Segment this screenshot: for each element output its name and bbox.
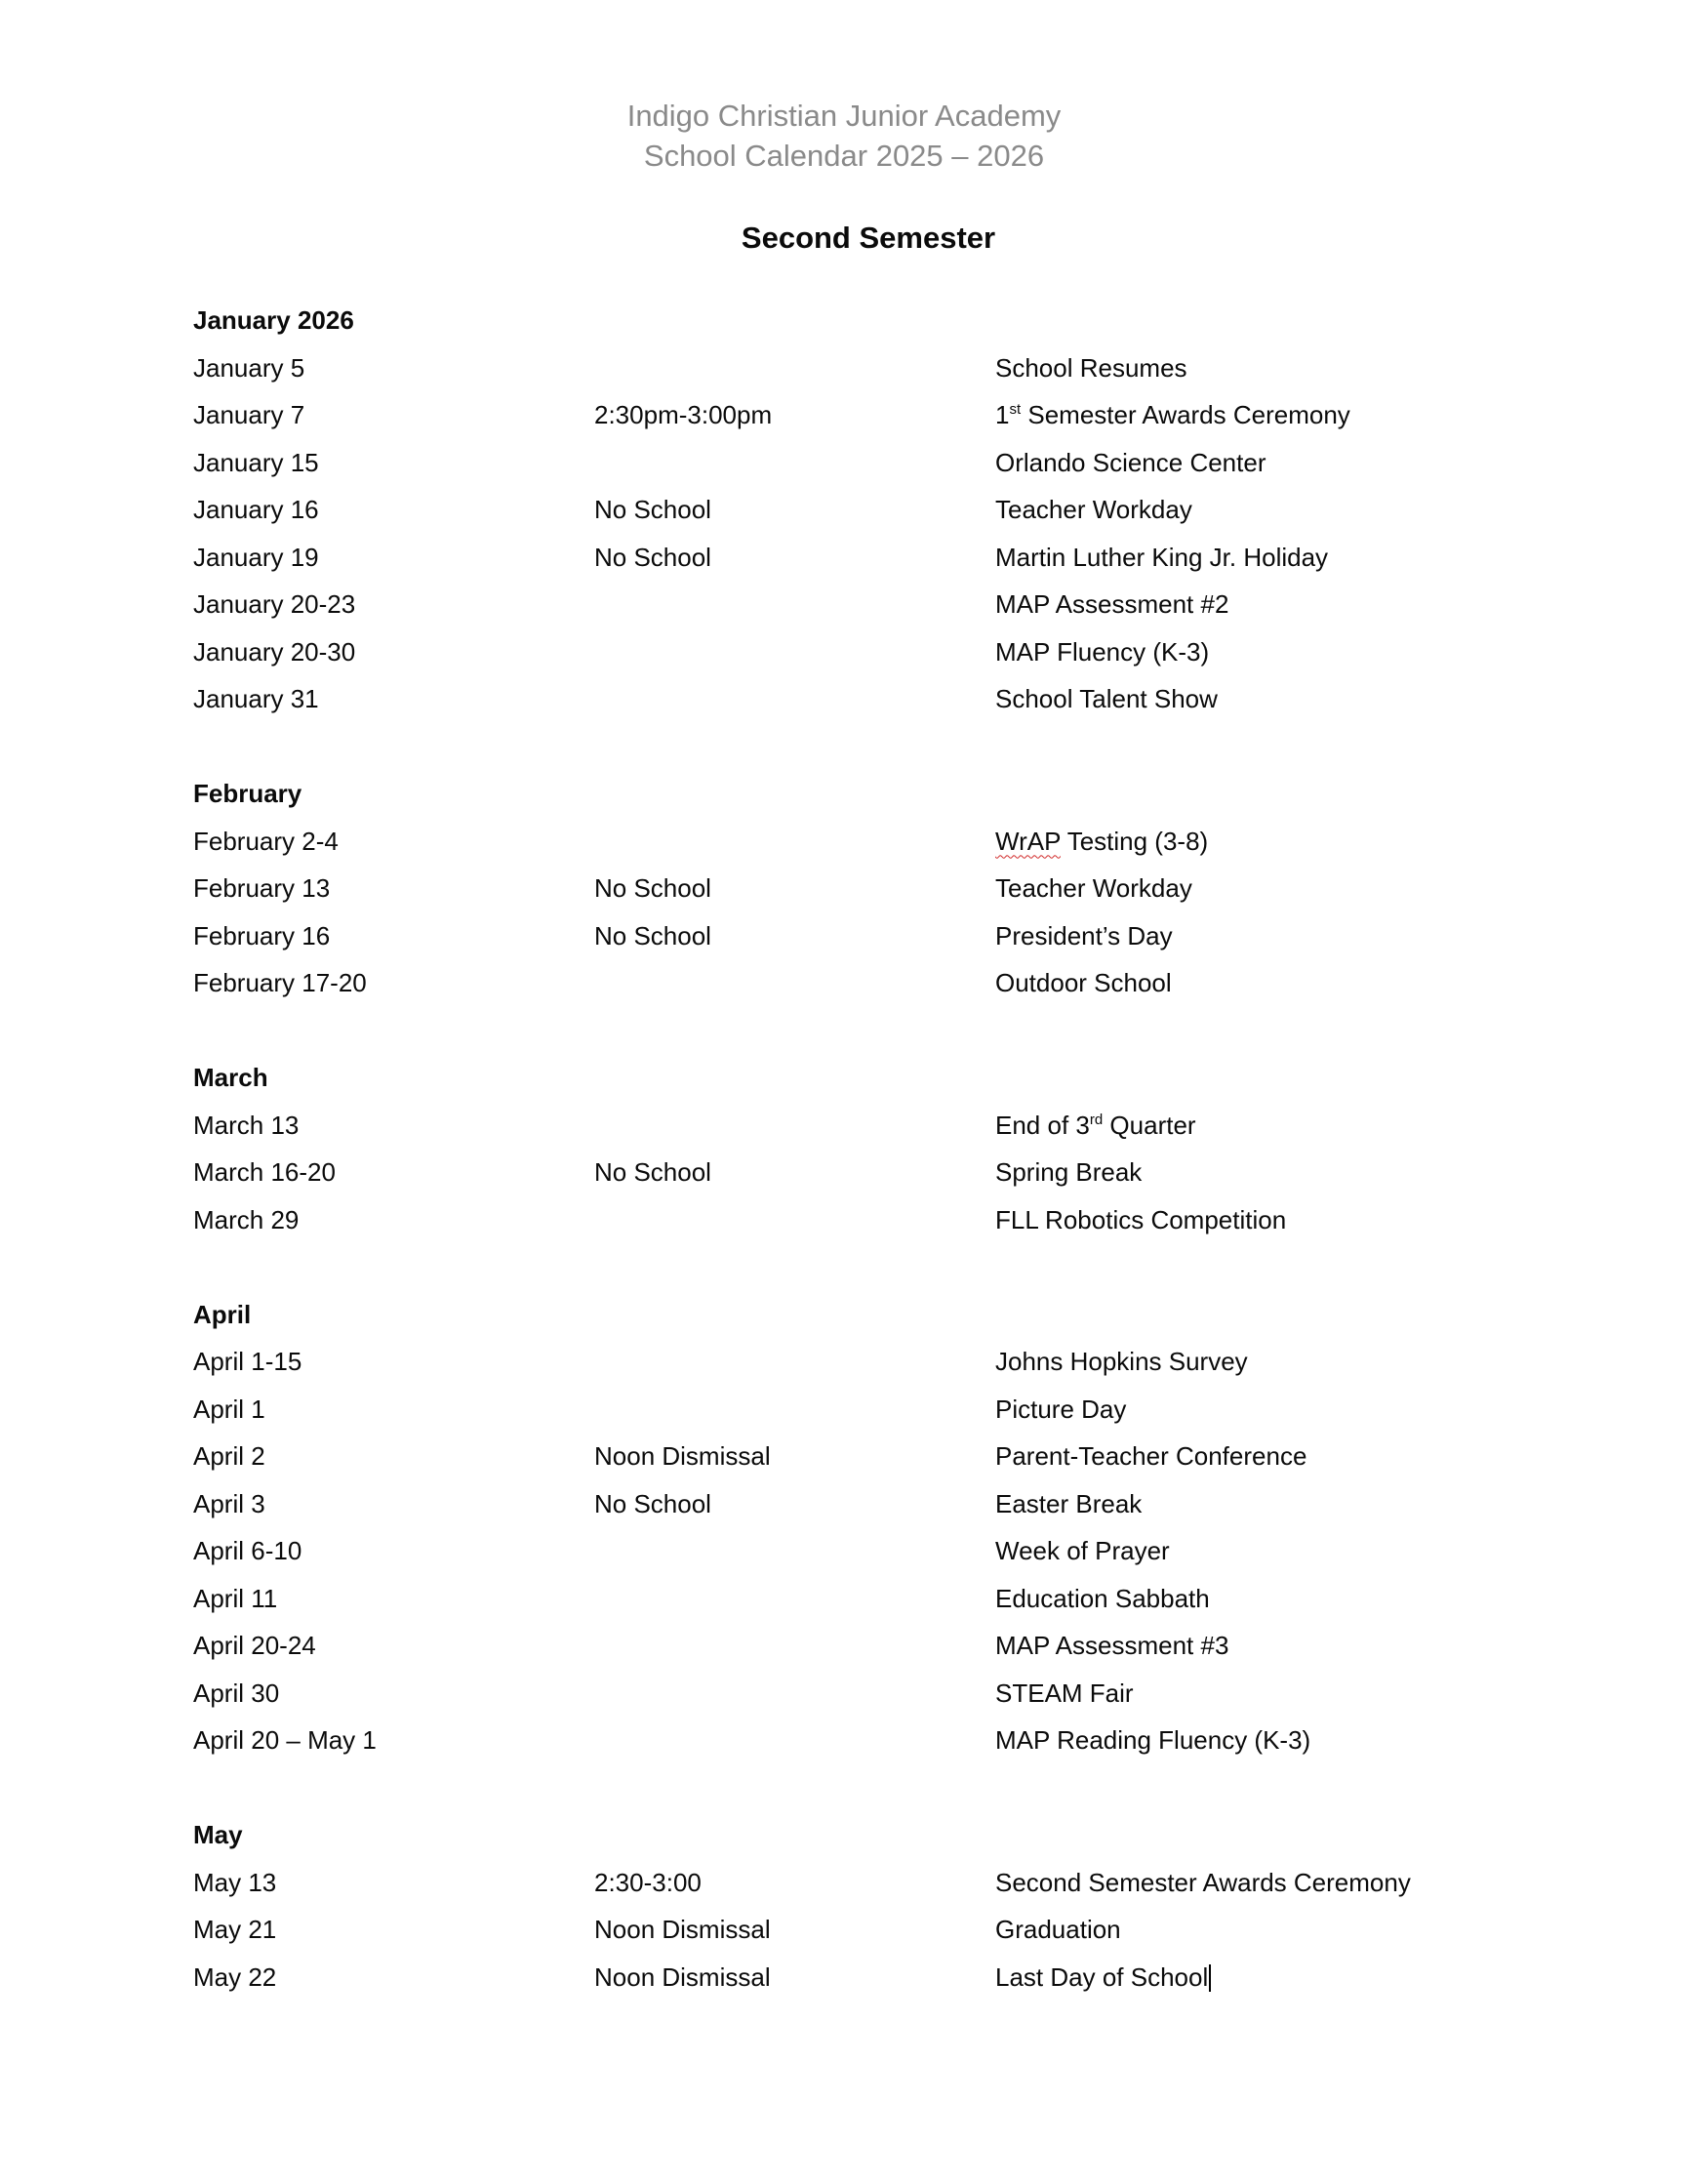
event-name-text: Graduation (995, 1915, 1121, 1944)
event-name-text: Teacher Workday (995, 495, 1192, 524)
calendar-row (193, 1527, 1559, 1575)
event-date: May 22 (193, 1962, 277, 1992)
event-name (995, 534, 1559, 582)
event-note (594, 1196, 995, 1244)
event-name (995, 344, 1559, 392)
event-name (995, 912, 1559, 960)
event-name (995, 1102, 1559, 1150)
event-name (995, 818, 1559, 866)
event-name (995, 1906, 1559, 1954)
event-name (995, 959, 1559, 1007)
month-heading: March (193, 1063, 268, 1092)
event-name (995, 1196, 1559, 1244)
event-note: Noon Dismissal (594, 1441, 771, 1471)
event-date: March 13 (193, 1110, 300, 1140)
calendar-row (193, 1859, 1559, 1907)
event-name (995, 1149, 1559, 1196)
event-name-text: MAP Assessment #2 (995, 589, 1229, 619)
event-note: Noon Dismissal (594, 1962, 771, 1992)
event-name (995, 1622, 1559, 1670)
event-name-text: Parent-Teacher Conference (995, 1441, 1307, 1471)
calendar-row (193, 1670, 1559, 1718)
event-name (995, 1527, 1559, 1575)
event-date: April 30 (193, 1678, 280, 1708)
event-note: No School (594, 873, 711, 903)
calendar-row (193, 1102, 1559, 1150)
calendar-row (193, 1433, 1559, 1480)
event-name (995, 1717, 1559, 1764)
event-name-text: Picture Day (995, 1394, 1127, 1424)
event-note (594, 1102, 995, 1150)
calendar-list (193, 297, 1559, 2001)
event-name (995, 1575, 1559, 1623)
event-name (995, 1670, 1559, 1718)
event-note (594, 1527, 995, 1575)
month-section (193, 297, 1559, 723)
month-heading: February (193, 779, 302, 808)
event-date: April 1-15 (193, 1347, 302, 1376)
event-name (995, 1386, 1559, 1434)
event-name (995, 391, 1559, 439)
calendar-row (193, 1386, 1559, 1434)
event-date: February 17-20 (193, 968, 367, 997)
event-name-text: Semester Awards Ceremony (1021, 400, 1350, 429)
month-heading: May (193, 1820, 243, 1849)
event-note: No School (594, 1488, 711, 1518)
event-date: April 11 (193, 1583, 278, 1613)
event-note (594, 818, 995, 866)
calendar-row (193, 628, 1559, 676)
month-heading: January 2026 (193, 305, 354, 335)
event-note: No School (594, 542, 711, 572)
calendar-row (193, 1954, 1559, 2002)
event-name (995, 1954, 1559, 2002)
event-name-text: STEAM Fair (995, 1678, 1134, 1708)
event-date: January 19 (193, 542, 319, 572)
event-date: May 13 (193, 1867, 277, 1897)
event-name (995, 628, 1559, 676)
event-name-text: Easter Break (995, 1488, 1143, 1518)
event-name-text: Second Semester Awards Ceremony (995, 1867, 1411, 1897)
event-name-text: Spring Break (995, 1157, 1143, 1187)
event-name-text: Martin Luther King Jr. Holiday (995, 542, 1329, 572)
event-name-text: FLL Robotics Competition (995, 1204, 1287, 1234)
document-header (0, 96, 1688, 176)
calendar-row (193, 959, 1559, 1007)
event-note: Noon Dismissal (594, 1915, 771, 1944)
event-note: No School (594, 495, 711, 524)
event-date: March 29 (193, 1204, 300, 1234)
event-name-text: Orlando Science Center (995, 447, 1266, 477)
event-name-text: MAP Reading Fluency (K-3) (995, 1725, 1311, 1755)
event-date: April 20-24 (193, 1631, 316, 1660)
event-name-prefix: End of 3 (995, 1110, 1090, 1140)
event-date: April 1 (193, 1394, 265, 1424)
event-name-text: Johns Hopkins Survey (995, 1347, 1248, 1376)
event-name (995, 1338, 1559, 1386)
calendar-title: School Calendar 2025 – 2026 (643, 139, 1045, 173)
event-name-prefix: 1 (995, 400, 1010, 429)
calendar-row (193, 581, 1559, 628)
event-name (995, 675, 1559, 723)
calendar-row (193, 675, 1559, 723)
calendar-row (193, 439, 1559, 487)
semester-title: Second Semester (741, 221, 996, 255)
calendar-row (193, 818, 1559, 866)
calendar-row (193, 912, 1559, 960)
event-date: February 16 (193, 920, 331, 950)
month-heading: April (193, 1299, 252, 1329)
calendar-row (193, 391, 1559, 439)
event-name-text: Outdoor School (995, 968, 1172, 997)
event-date: February 13 (193, 873, 331, 903)
calendar-row (193, 1338, 1559, 1386)
event-note (594, 1717, 995, 1764)
event-name (995, 439, 1559, 487)
event-note (594, 344, 995, 392)
event-note: 2:30-3:00 (594, 1867, 702, 1897)
event-name-text: School Talent Show (995, 684, 1218, 713)
event-name-text: Week of Prayer (995, 1536, 1170, 1565)
calendar-row (193, 1480, 1559, 1528)
event-note (594, 1575, 995, 1623)
calendar-row (193, 1622, 1559, 1670)
event-name-text: MAP Fluency (K-3) (995, 636, 1210, 667)
event-date: February 2-4 (193, 826, 339, 856)
event-note: 2:30pm-3:00pm (594, 400, 773, 429)
event-name (995, 486, 1559, 534)
calendar-row (193, 486, 1559, 534)
ordinal-superscript: st (1009, 401, 1022, 418)
event-note (594, 959, 995, 1007)
event-date: April 6-10 (193, 1536, 302, 1565)
month-section (193, 770, 1559, 1007)
event-name-text: School Resumes (995, 352, 1187, 383)
event-note (594, 1338, 995, 1386)
event-name (995, 581, 1559, 628)
event-name-text: President’s Day (995, 920, 1173, 950)
calendar-row (193, 1149, 1559, 1196)
event-date: April 3 (193, 1488, 265, 1518)
event-note (594, 1386, 995, 1434)
school-name: Indigo Christian Junior Academy (626, 99, 1062, 133)
event-note (594, 628, 995, 676)
misspelled-word[interactable]: WrAP (995, 826, 1061, 856)
event-date: April 20 – May 1 (193, 1725, 377, 1755)
event-name-text: MAP Assessment #3 (995, 1631, 1229, 1660)
month-section (193, 1811, 1559, 2001)
event-date: January 16 (193, 495, 319, 524)
calendar-row (193, 1906, 1559, 1954)
event-note: No School (594, 920, 711, 950)
event-note (594, 675, 995, 723)
event-note (594, 1670, 995, 1718)
event-name-text: Last Day of School (995, 1962, 1209, 1992)
event-name (995, 865, 1559, 912)
event-name (995, 1433, 1559, 1480)
event-note (594, 581, 995, 628)
event-date: March 16-20 (193, 1157, 336, 1187)
event-date: April 2 (193, 1441, 265, 1471)
event-name (995, 1480, 1559, 1528)
event-date: January 7 (193, 400, 305, 429)
event-name-text: Education Sabbath (995, 1583, 1210, 1613)
event-date: May 21 (193, 1915, 277, 1944)
event-name-text: Quarter (1103, 1110, 1196, 1140)
event-date: January 5 (193, 352, 305, 383)
calendar-row (193, 534, 1559, 582)
event-note: No School (594, 1157, 711, 1187)
event-note (594, 1622, 995, 1670)
event-date: January 15 (193, 447, 319, 477)
event-name-text: Teacher Workday (995, 873, 1192, 903)
event-name (995, 1859, 1559, 1907)
event-date: January 20-23 (193, 589, 356, 619)
calendar-row (193, 865, 1559, 912)
month-section (193, 1291, 1559, 1764)
event-note (594, 439, 995, 487)
calendar-row (193, 1196, 1559, 1244)
event-date: January 20-30 (193, 636, 356, 667)
calendar-row (193, 1717, 1559, 1764)
event-name-text: Testing (3-8) (1060, 826, 1209, 856)
calendar-row (193, 1575, 1559, 1623)
ordinal-superscript: rd (1089, 1111, 1104, 1128)
event-date: January 31 (193, 684, 319, 713)
calendar-row (193, 344, 1559, 392)
month-section (193, 1054, 1559, 1243)
text-cursor (1209, 1964, 1211, 1992)
